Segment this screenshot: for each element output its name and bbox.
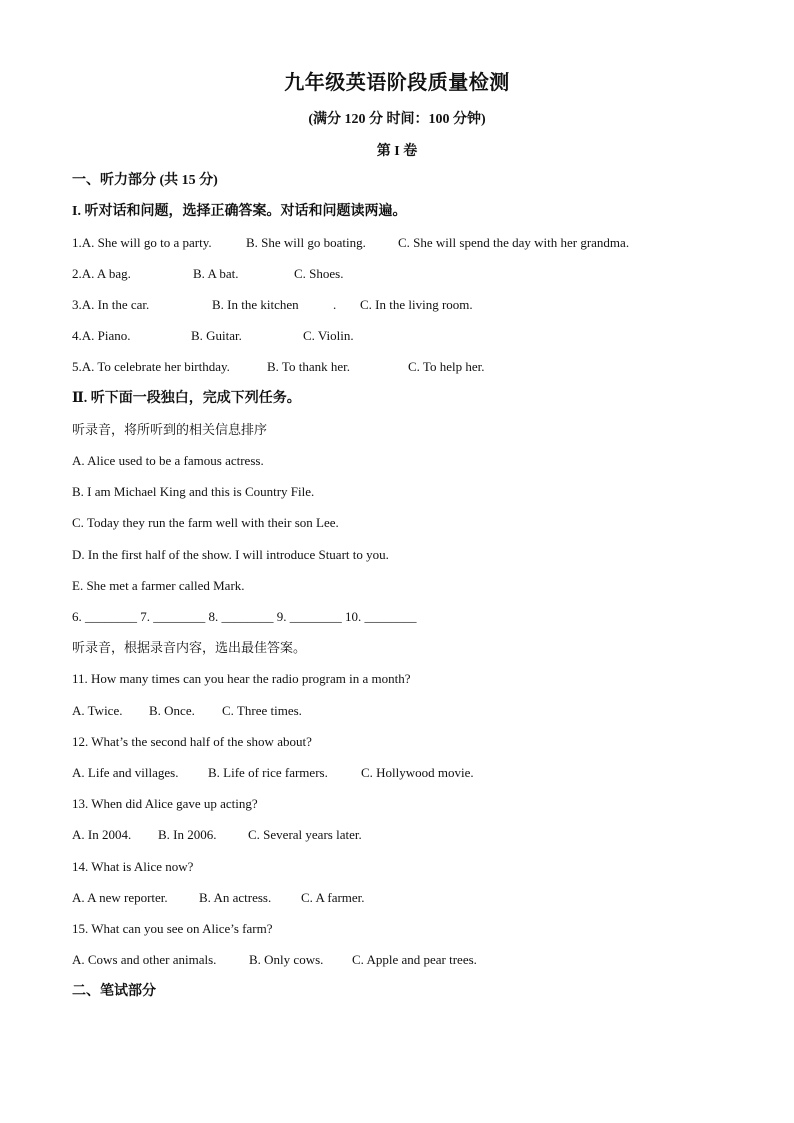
q1-option-a: 1.A. She will go to a party.	[72, 235, 212, 250]
sort-item-a: A. Alice used to be a famous actress.	[72, 453, 264, 468]
question-15: 15. What can you see on Alice’s farm?	[72, 921, 273, 936]
sort-item-c: C. Today they run the farm well with their son Lee.	[72, 515, 339, 530]
q12-option-a: A. Life and villages.	[72, 765, 179, 780]
q3-option-c: C. In the living room.	[360, 297, 473, 312]
part1-heading: I. 听对话和问题，选择正确答案。对话和问题读两遍。	[72, 204, 407, 219]
q4-option-c: C. Violin.	[303, 328, 354, 343]
q1-option-c: C. She will spend the day with her grandma.	[398, 235, 630, 250]
q11-option-c: C. Three times.	[222, 703, 302, 718]
exam-title: 九年级英语阶段质量检测	[284, 72, 510, 94]
section2-heading: 二、笔试部分	[72, 984, 156, 999]
q1-option-b: B. She will go boating.	[246, 235, 366, 250]
q11-option-a: A. Twice.	[72, 703, 123, 718]
q5-option-b: B. To thank her.	[267, 359, 350, 374]
q4-option-a: 4.A. Piano.	[72, 328, 131, 343]
question-13: 13. When did Alice gave up acting?	[72, 796, 258, 811]
sort-item-b: B. I am Michael King and this is Country File.	[72, 484, 315, 499]
q13-option-b: B. In 2006.	[158, 827, 217, 842]
q12-option-c: C. Hollywood movie.	[361, 765, 474, 780]
q2-option-a: 2.A. A bag.	[72, 266, 131, 281]
q5-option-c: C. To help her.	[408, 359, 485, 374]
q2-option-c: C. Shoes.	[294, 266, 344, 281]
question-14: 14. What is Alice now?	[72, 859, 194, 874]
q14-option-c: C. A farmer.	[301, 890, 365, 905]
q5-option-a: 5.A. To celebrate her birthday.	[72, 359, 230, 374]
section1-heading: 一、听力部分 (共 15 分)	[72, 173, 218, 188]
q13-option-a: A. In 2004.	[72, 827, 132, 842]
sort-item-e: E. She met a farmer called Mark.	[72, 578, 245, 593]
q2-option-b: B. A bat.	[193, 266, 239, 281]
q14-option-a: A. A new reporter.	[72, 890, 168, 905]
question-12: 12. What’s the second half of the show about?	[72, 734, 312, 749]
part2-instruction-choice: 听录音，根据录音内容，选出最佳答案。	[72, 640, 307, 655]
exam-subtitle: (满分 120 分 时间：100 分钟)	[308, 112, 486, 127]
q3-dot: .	[333, 297, 337, 312]
q13-option-c: C. Several years later.	[248, 827, 362, 842]
q14-option-b: B. An actress.	[199, 890, 272, 905]
q3-option-a: 3.A. In the car.	[72, 297, 150, 312]
q15-option-b: B. Only cows.	[249, 952, 324, 967]
q15-option-c: C. Apple and pear trees.	[352, 952, 477, 967]
question-11: 11. How many times can you hear the radio program in a month?	[72, 671, 411, 686]
part2-heading: Ⅱ. 听下面一段独白，完成下列任务。	[72, 391, 301, 406]
q11-option-b: B. Once.	[149, 703, 195, 718]
part2-instruction-sort: 听录音，将所听到的相关信息排序	[72, 422, 268, 437]
sort-answer-blanks: 6. ________ 7. ________ 8. ________ 9. ________ 10. ________	[72, 609, 417, 624]
q3-option-b: B. In the kitchen	[212, 297, 299, 312]
q15-option-a: A. Cows and other animals.	[72, 952, 217, 967]
volume-label: 第 I 卷	[376, 144, 418, 159]
sort-item-d: D. In the first half of the show. I will introduce Stuart to you.	[72, 547, 389, 562]
q4-option-b: B. Guitar.	[191, 328, 242, 343]
q12-option-b: B. Life of rice farmers.	[208, 765, 328, 780]
